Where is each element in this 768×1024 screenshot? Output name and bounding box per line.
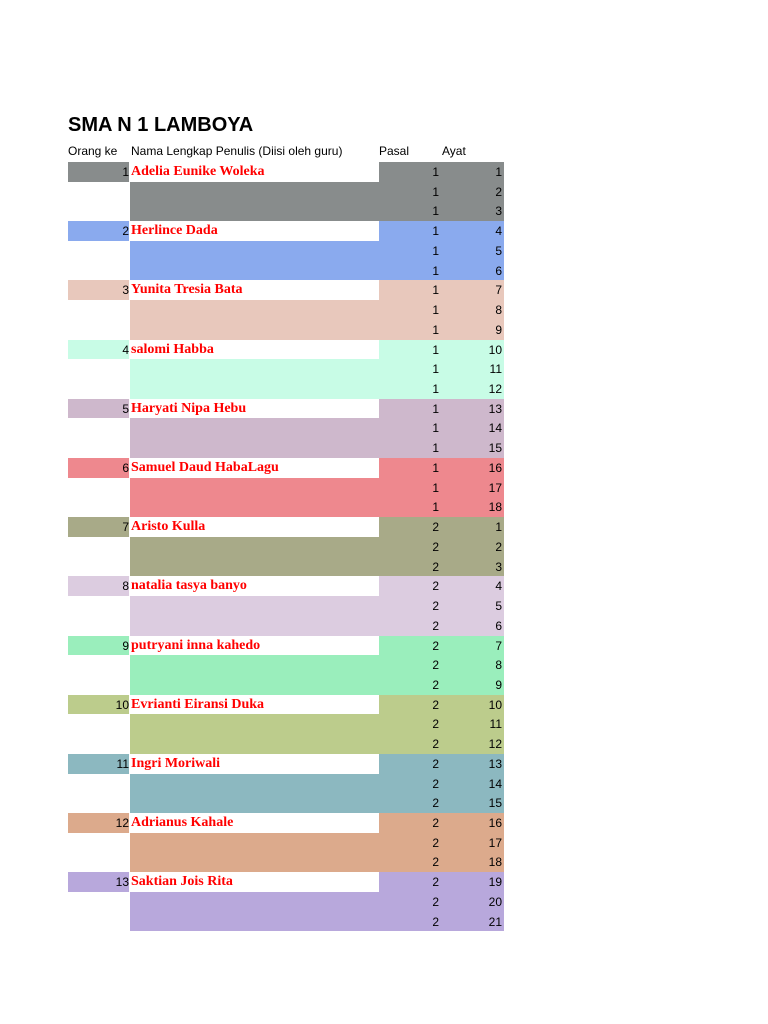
ayat-cell[interactable]: 18 [488,500,502,515]
pasal-cell[interactable]: 1 [432,342,439,357]
header-nama: Nama Lengkap Penulis (Diisi oleh guru) [131,144,343,158]
pasal-cell[interactable]: 2 [432,756,439,771]
verse-row [379,517,504,537]
orang-ke-cell[interactable]: 10 [68,695,129,715]
verse-row [379,912,504,932]
verse-row [379,655,504,675]
orang-ke-cell[interactable]: 5 [68,399,129,419]
verse-row [379,833,504,853]
verse-row [379,714,504,734]
pasal-cell[interactable]: 1 [432,263,439,278]
pasal-cell[interactable]: 2 [432,717,439,732]
ayat-cell[interactable]: 9 [495,322,502,337]
ayat-cell[interactable]: 7 [495,283,502,298]
writer-name-cell[interactable]: Saktian Jois Rita [130,872,379,892]
verse-row [379,892,504,912]
ayat-cell[interactable]: 11 [489,717,502,732]
writer-name-cell[interactable]: Ingri Moriwali [130,754,379,774]
verse-row [379,537,504,557]
pasal-cell[interactable]: 2 [432,776,439,791]
verse-row [379,675,504,695]
writer-row [68,576,504,635]
ayat-cell[interactable]: 9 [495,677,502,692]
ayat-cell[interactable]: 4 [495,579,502,594]
writer-name-cell[interactable]: Haryati Nipa Hebu [130,399,379,419]
verse-row [379,162,504,182]
writer-row [68,517,504,576]
verse-row [379,241,504,261]
orang-ke-cell[interactable]: 8 [68,576,129,596]
pasal-cell[interactable]: 1 [432,283,439,298]
ayat-cell[interactable]: 1 [495,165,502,179]
ayat-cell[interactable]: 18 [488,855,502,870]
verse-row [379,754,504,774]
pasal-cell[interactable]: 2 [432,599,439,613]
orang-ke-cell[interactable]: 11 [68,754,129,774]
verse-row [379,340,504,360]
orang-ke-cell[interactable]: 6 [68,458,129,478]
writer-name-cell[interactable]: Samuel Daud HabaLagu [130,458,379,478]
pasal-cell[interactable]: 2 [432,618,439,633]
ayat-cell[interactable]: 11 [489,362,502,377]
verse-row [379,359,504,379]
ayat-cell[interactable]: 16 [488,816,502,831]
ayat-cell[interactable]: 15 [488,441,502,456]
pasal-cell[interactable]: 2 [432,855,439,870]
verse-row [379,379,504,399]
pasal-cell[interactable]: 2 [432,579,439,594]
pasal-cell[interactable]: 1 [432,224,439,239]
pasal-cell[interactable]: 2 [432,835,439,850]
writer-name-cell[interactable]: Herlince Dada [130,221,379,241]
orang-ke-cell[interactable]: 13 [68,872,129,892]
pasal-cell[interactable]: 2 [432,816,439,831]
pasal-cell[interactable]: 2 [432,677,439,692]
ayat-cell[interactable]: 10 [488,342,502,357]
header-ayat: Ayat [442,144,466,158]
orang-ke-cell[interactable]: 12 [68,813,129,833]
ayat-cell[interactable]: 21 [488,914,502,929]
pasal-cell[interactable]: 1 [432,362,439,377]
pasal-cell[interactable]: 1 [432,303,439,318]
pasal-cell[interactable]: 2 [432,559,439,574]
writer-row [68,813,504,872]
ayat-cell[interactable]: 8 [495,303,502,318]
writer-name-cell[interactable]: salomi Habba [130,340,379,360]
ayat-cell[interactable]: 6 [495,263,502,278]
ayat-cell[interactable]: 14 [488,776,502,791]
verse-row [379,695,504,715]
verse-row [379,478,504,498]
pasal-cell[interactable]: 2 [432,737,439,752]
verse-row [379,261,504,281]
verse-row [379,182,504,202]
page-title: SMA N 1 LAMBOYA [68,114,254,136]
writer-name-cell[interactable]: natalia tasya banyo [130,576,379,596]
writer-name-cell[interactable]: Yunita Tresia Bata [130,280,379,300]
verse-row [379,852,504,872]
pasal-cell[interactable]: 2 [432,539,439,554]
pasal-cell[interactable]: 1 [432,441,439,456]
ayat-cell[interactable]: 20 [488,894,502,909]
verse-row [379,636,504,656]
ayat-cell[interactable]: 3 [495,204,502,219]
ayat-cell[interactable]: 17 [488,835,502,850]
pasal-cell[interactable]: 1 [432,480,439,495]
writer-name-cell[interactable]: putryani inna kahedo [130,636,379,656]
ayat-cell[interactable]: 15 [488,796,502,811]
ayat-cell[interactable]: 5 [495,243,502,258]
pasal-cell[interactable]: 1 [432,322,439,337]
pasal-cell[interactable]: 1 [432,500,439,515]
pasal-cell[interactable]: 2 [432,894,439,909]
pasal-cell[interactable]: 1 [432,421,439,436]
verse-row [379,399,504,419]
orang-ke-cell[interactable]: 3 [68,280,129,300]
writer-name-cell[interactable]: Evrianti Eiransi Duka [130,695,379,715]
ayat-cell[interactable]: 3 [495,559,502,574]
header-pasal: Pasal [379,144,410,158]
verse-row [379,320,504,340]
verse-row [379,813,504,833]
verse-row [379,616,504,636]
pasal-cell[interactable]: 2 [432,658,439,673]
writer-name-cell[interactable]: Adrianus Kahale [130,813,379,833]
pasal-cell[interactable]: 1 [432,401,439,416]
pasal-cell[interactable]: 1 [432,204,439,219]
verse-row [379,793,504,813]
writer-row [68,872,504,931]
verse-row [379,576,504,596]
pasal-cell[interactable]: 1 [432,243,439,258]
verse-row [379,872,504,892]
ayat-cell[interactable]: 7 [495,638,502,653]
verse-row [379,418,504,438]
writer-row [68,340,504,399]
writer-row [68,458,504,517]
writer-name-cell[interactable]: Aristo Kulla [130,517,379,537]
ayat-cell[interactable]: 12 [488,381,502,396]
writer-name-cell[interactable]: Adelia Eunike Woleka [130,162,379,182]
orang-ke-cell[interactable]: 2 [68,221,129,241]
ayat-cell[interactable]: 1 [495,520,502,535]
pasal-cell[interactable]: 1 [432,184,439,199]
pasal-cell[interactable]: 2 [432,875,439,890]
verse-row [379,596,504,616]
ayat-cell[interactable]: 10 [488,697,502,712]
writer-row [68,280,504,339]
writer-row [68,695,504,754]
pasal-cell[interactable]: 2 [432,796,439,811]
ayat-cell[interactable]: 13 [488,756,502,771]
ayat-cell[interactable]: 12 [488,737,502,752]
pasal-cell[interactable]: 2 [432,914,439,929]
writer-row [68,636,504,695]
verse-row [379,300,504,320]
pasal-cell[interactable]: 2 [432,697,439,712]
verse-row [379,734,504,754]
writer-row [68,399,504,458]
verse-row [379,774,504,794]
ayat-cell[interactable]: 16 [488,460,502,475]
verse-row [379,438,504,458]
pasal-cell[interactable]: 1 [432,381,439,396]
ayat-cell[interactable]: 13 [488,401,502,416]
writer-row [68,754,504,813]
verse-row [379,497,504,517]
verse-row [379,221,504,241]
verse-row [379,201,504,221]
ayat-cell[interactable]: 4 [495,224,502,239]
orang-ke-cell[interactable]: 1 [68,162,129,182]
ayat-cell[interactable]: 2 [495,184,502,199]
pasal-cell[interactable]: 1 [432,165,439,179]
ayat-cell[interactable]: 8 [495,658,502,673]
assignment-table [68,162,504,931]
ayat-cell[interactable]: 5 [495,599,502,613]
ayat-cell[interactable]: 19 [488,875,502,890]
pasal-cell[interactable]: 1 [432,460,439,475]
writer-row [68,221,504,280]
orang-ke-cell[interactable]: 9 [68,636,129,656]
orang-ke-cell[interactable]: 4 [68,340,129,360]
pasal-cell[interactable]: 2 [432,638,439,653]
verse-row [379,280,504,300]
pasal-cell[interactable]: 2 [432,520,439,535]
orang-ke-cell[interactable]: 7 [68,517,129,537]
writer-row [68,162,504,221]
ayat-cell[interactable]: 6 [495,618,502,633]
ayat-cell[interactable]: 2 [495,539,502,554]
verse-row [379,458,504,478]
ayat-cell[interactable]: 17 [488,480,502,495]
verse-row [379,557,504,577]
header-orang-ke: Orang ke [68,144,118,158]
ayat-cell[interactable]: 14 [488,421,502,436]
